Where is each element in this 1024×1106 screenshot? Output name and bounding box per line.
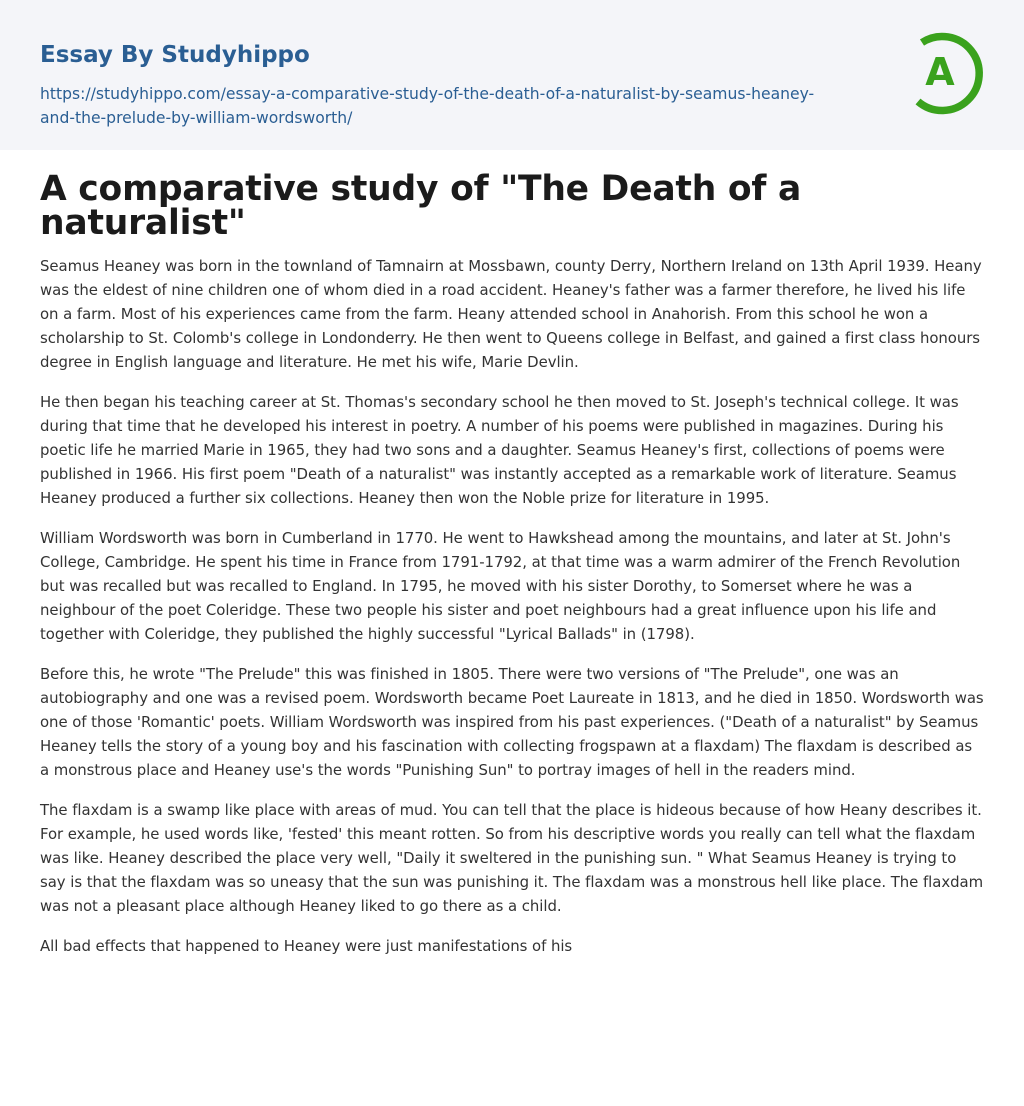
studyhippo-logo-icon[interactable] xyxy=(898,30,986,116)
essay-paragraph: All bad effects that happened to Heaney were just manifestations of his xyxy=(40,937,573,955)
main-content xyxy=(0,169,1024,958)
essay-url-link[interactable]: https://studyhippo.com/essay-a-comparative-study-of-the-death-of-a-naturalist-by-seamus-heaney-and-the-prelude-by-william-wordsworth/ xyxy=(40,85,815,127)
page-title: A comparative study of "The Death of a naturalist" xyxy=(40,169,802,243)
essay-paragraph: The flaxdam is a swamp like place with areas of mud. You can tell that the place is hideous because of how Heany describes it. For example, he used words like, 'fested' this meant rotten. So from his descriptive words you really can tell what the flaxdam was like. Heaney described the place very well, "Daily it sweltered in the punishing sun. " What Seamus Heaney is trying to say is that the flaxdam was so uneasy that the sun was punishing it. The flaxdam was a monstrous hell like place. The flaxdam was not a pleasant place although Heaney liked to go there as a child. xyxy=(40,801,984,915)
logo-letter: A xyxy=(925,50,955,94)
essay-paragraph: He then began his teaching career at St. Thomas's secondary school he then moved to St. Joseph's technical college. It was during that time that he developed his interest in poetry. A number of his poems were published in magazines. During his poetic life he married Marie in 1965, they had two sons and a daughter. Seamus Heaney's first, collections of poems were published in 1966. His first poem "Death of a naturalist" was instantly accepted as a remarkable work of literature. Seamus Heaney produced a further six collections. Heaney then won the Noble prize for literature in 1995. xyxy=(40,393,959,507)
site-header xyxy=(0,0,1024,150)
essay-paragraph: William Wordsworth was born in Cumberland in 1770. He went to Hawkshead among the mountains, and later at St. John's College, Cambridge. He spent his time in France from 1791-1792, at that time was a warm admirer of the French Revolution but was recalled but was recalled to England. In 1795, he moved with his sister Dorothy, to Somerset where he was a neighbour of the poet Coleridge. These two people his sister and poet neighbours had a great influence upon his life and together with Coleridge, they published the highly successful "Lyrical Ballads" in (1798). xyxy=(40,529,961,643)
essay-paragraph: Seamus Heaney was born in the townland of Tamnairn at Mossbawn, county Derry, Northern Ireland on 13th April 1939. Heany was the eldest of nine children one of whom died in a road accident. Heaney's father was a farmer therefore, he lived his life on a farm. Most of his experiences came from the farm. Heany attended school in Anahorish. From this school he won a scholarship to St. Colomb's college in Londonderry. He then went to Queens college in Belfast, and gained a first class honours degree in English language and literature. He met his wife, Marie Devlin. xyxy=(40,257,982,371)
essay-body xyxy=(40,254,984,958)
site-title-link[interactable]: Essay By Studyhippo xyxy=(40,42,310,68)
essay-paragraph: Before this, he wrote "The Prelude" this was finished in 1805. There were two versions of "The Prelude", one was an autobiography and one was a revised poem. Wordsworth became Poet Laureate in 1813, and he died in 1850. Wordsworth was one of those 'Romantic' poets. William Wordsworth was inspired from his past experiences. ("Death of a naturalist" by Seamus Heaney tells the story of a young boy and his fascination with collecting frogspawn at a flaxdam) The flaxdam is described as a monstrous place and Heaney use's the words "Punishing Sun" to portray images of hell in the readers mind. xyxy=(40,665,984,779)
